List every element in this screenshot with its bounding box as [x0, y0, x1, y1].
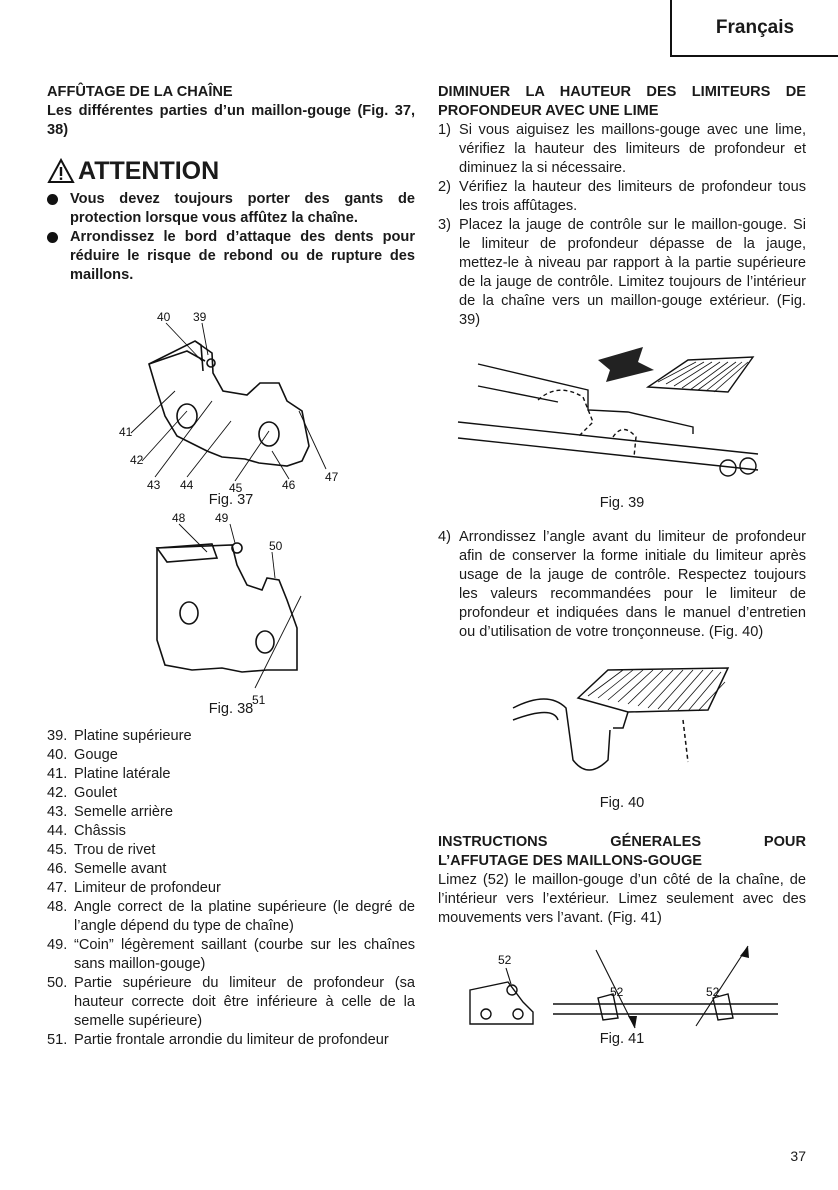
cutter-outline [149, 341, 309, 466]
page-number: 37 [790, 1148, 806, 1164]
attention-bullets [47, 190, 415, 285]
section-heading-sharpening: AFFÛTAGE DE LA CHAÎNE [47, 84, 233, 100]
rivet-hole-b [256, 631, 274, 653]
label-52: 52 [706, 985, 720, 999]
figure-41-caption: Fig. 41 [599, 1031, 645, 1047]
label-46: 46 [282, 478, 296, 492]
label-47: 47 [325, 470, 339, 484]
depth-step-4 [438, 528, 806, 642]
file-body [648, 357, 753, 392]
chain-top-edge [458, 422, 758, 454]
chain-bottom-edge [458, 438, 758, 470]
depth-gauge-hidden [613, 430, 636, 458]
file-tip [613, 712, 628, 728]
list-item: 50. Partie supérieure du limiteur de profondeur (sa hauteur correcte doit être inférieure à celle de la semelle supérieure) [47, 975, 415, 1029]
label-45: 45 [229, 481, 243, 493]
rounding-guide [683, 720, 688, 762]
depth-steps [438, 121, 806, 330]
figure-38-caption: Fig. 38 [208, 701, 254, 717]
filing-direction-diagram [438, 932, 806, 1032]
top-plate-face [149, 351, 205, 364]
rivet-b [740, 458, 756, 474]
label-48: 48 [172, 511, 186, 525]
left-column [47, 83, 415, 1050]
gauge-curve [513, 713, 558, 721]
list-item: 41. Platine latérale [47, 766, 171, 782]
top-plate-corner [207, 359, 215, 367]
label-52: 52 [610, 985, 624, 999]
bullet-item: Arrondissez le bord d’attaque des dents pour réduire le risque de rebond ou de rupture des maillons. [47, 228, 415, 285]
warning-triangle-icon [47, 158, 75, 184]
depth-gauge-profile [513, 699, 610, 770]
list-item: 39. Platine supérieure [47, 728, 192, 744]
bullet-dot-icon [47, 194, 58, 205]
list-item: 45. Trou de rivet [47, 842, 156, 858]
rivet-hole-a [180, 602, 198, 624]
rounded-gauge-diagram [438, 650, 806, 800]
figure-40 [438, 650, 806, 800]
figure-40-caption: Fig. 40 [599, 795, 645, 811]
language-tab [670, 0, 838, 57]
rivet-hole-front [259, 422, 279, 446]
section-heading-general-line2: L’AFFUTAGE DES MAILLONS-GOUGE [438, 853, 703, 869]
label-42: 42 [130, 453, 144, 467]
arrow-down-icon [628, 1016, 637, 1028]
cutter-link-diagram [47, 311, 415, 493]
list-item: 43. Semelle arrière [47, 804, 173, 820]
label-52: 52 [498, 953, 512, 967]
gauge-outline [478, 364, 693, 434]
label-51: 51 [252, 693, 266, 706]
list-item: 51. Partie frontale arrondie du limiteur de profondeur [47, 1032, 389, 1048]
direction-arrow-icon [598, 347, 654, 382]
attention-banner [47, 156, 415, 186]
label-43: 43 [147, 478, 161, 492]
list-item: 49. “Coin” légèrement saillant (courbe sur les chaînes sans maillon-gouge) [47, 937, 415, 972]
figure-39 [438, 342, 806, 498]
label-44: 44 [180, 478, 194, 492]
figure-37-caption: Fig. 37 [208, 492, 254, 508]
label-40: 40 [157, 311, 171, 324]
figure-38 [47, 510, 415, 706]
list-item: 44. Châssis [47, 823, 126, 839]
language-label: Français [715, 17, 795, 38]
list-item: 4) Arrondissez l’angle avant du limiteur de profondeur afin de conserver la forme initiale du limiteur après usage de la jauge de contrôle. Respectez toujours les valeurs recommandées pour le limiteur de profondeur et indiquées dans le manuel d’entretien ou d’utilisation de votre tronçonneuse. (Fig. 40) [438, 529, 806, 640]
figure-37 [47, 311, 415, 493]
figure-39-caption: Fig. 39 [599, 495, 645, 511]
list-item: 3) Placez la jauge de contrôle sur le maillon-gouge. Si le limiteur de profondeur dépasse de la jauge, mettez-le à niveau par rapport à la partie supérieure de la jauge de contrôle. Limitez toujours de l’intérieur de la chaîne vers un maillon-gouge extérieur. (Fig. 39) [438, 217, 806, 328]
section-subheading-parts: Les différentes parties d’un maillon-gouge (Fig. 37, 38) [47, 103, 415, 138]
section-heading-depth: DIMINUER LA HAUTEUR DES LIMITEURS DE PROFONDEUR AVEC UNE LIME [438, 84, 806, 119]
parts-list [47, 727, 415, 1050]
bullet-dot-icon [47, 232, 58, 243]
general-instructions: Limez (52) le maillon-gouge d’un côté de la chaîne, de l’intérieur vers l’extérieur. Limez seulement avec des mouvements vers l’avant. (Fig. 41) [438, 872, 806, 926]
cutter-outline-2 [157, 545, 297, 672]
list-item: 47. Limiteur de profondeur [47, 880, 221, 896]
section-heading-general-line1: INSTRUCTIONS GÉNERALES POUR [438, 834, 806, 850]
label-41: 41 [119, 425, 133, 439]
small-cutter [470, 982, 533, 1024]
gauge-on-chain-diagram [438, 342, 806, 498]
list-item: 48. Angle correct de la platine supérieure (le degré de l’angle dépend du type de chaîne) [47, 899, 415, 934]
bullet-item: Vous devez toujours porter des gants de protection lorsque vous affûtez la chaîne. [47, 190, 415, 228]
cutter-hidden [538, 390, 593, 437]
arrow-up-icon [740, 946, 749, 958]
label-50: 50 [269, 539, 283, 553]
attention-title: ATTENTION [78, 157, 220, 185]
figure-41 [438, 932, 806, 1032]
right-column [438, 83, 806, 1049]
list-item: 2) Vérifiez la hauteur des limiteurs de profondeur tous les trois affûtages. [438, 179, 806, 214]
list-item: 40. Gouge [47, 747, 118, 763]
list-item: 1) Si vous aiguisez les maillons-gouge avec une lime, vérifiez la hauteur des limiteurs de profondeur et diminuez la si nécessaire. [438, 122, 806, 176]
label-49: 49 [215, 511, 229, 525]
list-item: 46. Semelle avant [47, 861, 167, 877]
list-item: 42. Goulet [47, 785, 117, 801]
depth-gauge-diagram [47, 510, 415, 706]
label-39: 39 [193, 311, 207, 324]
